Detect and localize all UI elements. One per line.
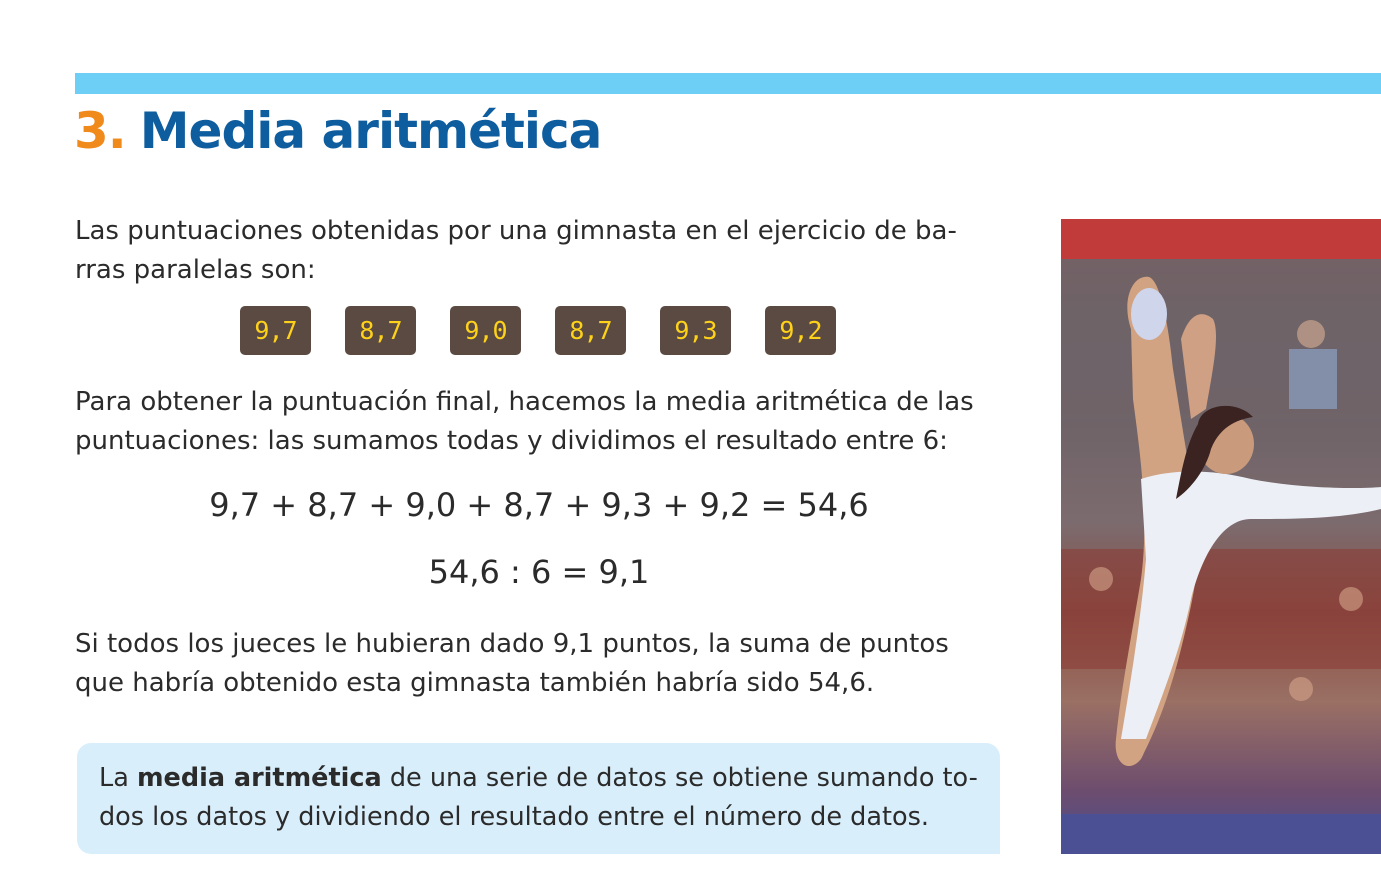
conclusion-line-1: Si todos los jueces le hubieran dado 9,1 puntos, la suma de puntos (75, 629, 949, 659)
gymnast-illustration (1061, 219, 1381, 854)
section-title: Media aritmética (139, 102, 602, 160)
explanation-line-2: puntuaciones: las sumamos todas y dividimos el resultado entre 6: (75, 426, 948, 456)
explanation-line-1: Para obtener la puntuación final, hacemos la media aritmética de las (75, 387, 974, 417)
score-display: 8,7 (345, 306, 416, 355)
definition-prefix: La (99, 763, 137, 793)
section-number: 3 (74, 102, 108, 160)
definition-rest: de una serie de datos se obtiene sumando to- (381, 763, 978, 793)
section-number-dot: . (107, 102, 126, 160)
conclusion-line-2: que habría obtenido esta gimnasta también habría sido 54,6. (75, 668, 875, 698)
intro-line-1: Las puntuaciones obtenidas por una gimnasta en el ejercicio de ba- (75, 216, 957, 246)
definition-term: media aritmética (136, 763, 382, 793)
definition-line-1 (99, 759, 978, 798)
conclusion-paragraph (75, 625, 1005, 703)
score-displays (240, 306, 836, 355)
division-formula: 54,6 : 6 = 9,1 (428, 553, 650, 591)
definition-line-2: dos los datos y dividiendo el resultado entre el número de datos. (99, 802, 929, 832)
explanation-paragraph (75, 383, 1005, 461)
score-display: 8,7 (555, 306, 626, 355)
score-display: 9,0 (450, 306, 521, 355)
page-title (74, 98, 601, 168)
score-display: 9,7 (240, 306, 311, 355)
score-display: 9,2 (765, 306, 836, 355)
intro-paragraph (75, 212, 1005, 290)
score-display: 9,3 (660, 306, 731, 355)
definition-box (77, 743, 1000, 854)
sum-formula: 9,7 + 8,7 + 9,0 + 8,7 + 9,3 + 9,2 = 54,6 (209, 486, 869, 524)
intro-line-2: rras paralelas son: (75, 255, 316, 285)
header-accent-bar (75, 73, 1381, 94)
gymnast-photo (1061, 219, 1381, 854)
